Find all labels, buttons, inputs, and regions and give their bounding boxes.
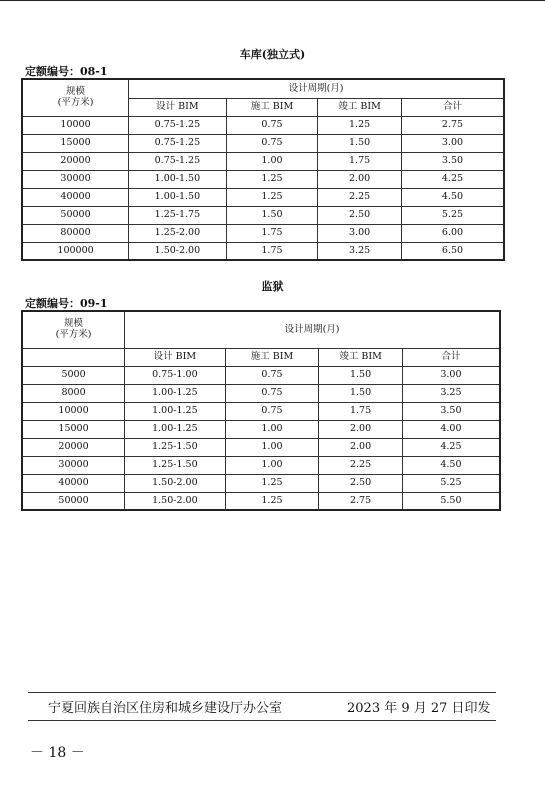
table-cell: 5.25: [401, 206, 504, 224]
table-cell: 1.25: [225, 474, 319, 492]
table-cell: 5.25: [402, 474, 500, 492]
table2-col-header: 竣工 BIM: [319, 348, 403, 366]
table-row: [22, 438, 500, 456]
table-cell: 30000: [22, 170, 129, 188]
table-row: [22, 456, 500, 474]
table-cell: 80000: [22, 224, 129, 242]
table-row: [22, 420, 500, 438]
table-cell: 4.25: [402, 438, 500, 456]
table-cell: 1.75: [226, 224, 318, 242]
footer-office: 宁夏回族自治区住房和城乡建设厅办公室: [48, 701, 283, 716]
table-cell: 1.50: [318, 134, 402, 152]
table2-col-header: 合计: [402, 348, 500, 366]
table-cell: 8000: [22, 384, 125, 402]
table-row: [22, 134, 504, 152]
table-cell: 1.00-1.25: [125, 384, 226, 402]
table-cell: 2.50: [319, 474, 403, 492]
table-cell: 2.75: [401, 116, 504, 134]
table2-period-header: 设计周期(月): [125, 311, 500, 348]
table-cell: 5.50: [402, 492, 500, 510]
table-row: [22, 116, 504, 134]
table-cell: 0.75-1.25: [129, 134, 227, 152]
table1-col-header: 竣工 BIM: [318, 98, 402, 116]
table-cell: 2.50: [318, 206, 402, 224]
table-cell: 3.25: [402, 384, 500, 402]
table-cell: 1.00: [226, 152, 318, 170]
table2-quota-number: 定额编号：09-1: [25, 297, 108, 310]
table-cell: 0.75: [226, 134, 318, 152]
footer-date: 2023 年 9 月 27 日印发: [347, 701, 491, 716]
table1-col-header: 施工 BIM: [226, 98, 318, 116]
table-row: [22, 170, 504, 188]
table-cell: 6.50: [401, 242, 504, 260]
table1-quota-number: 定额编号：08-1: [25, 65, 108, 78]
table-cell: 0.75-1.00: [125, 366, 226, 384]
footer-bottom-rule: [28, 720, 496, 721]
table-cell: 1.25-1.75: [129, 206, 227, 224]
table-cell: 15000: [22, 134, 129, 152]
table-cell: 1.00-1.50: [129, 188, 227, 206]
table-cell: 0.75: [225, 366, 319, 384]
table-cell: 0.75: [226, 116, 318, 134]
table-cell: 1.50: [319, 384, 403, 402]
table-cell: 3.00: [402, 366, 500, 384]
table-cell: 2.25: [319, 456, 403, 474]
table1-title: 车库(独立式): [239, 48, 306, 61]
table2-col-header: 设计 BIM: [125, 348, 226, 366]
table-cell: 0.75-1.25: [129, 152, 227, 170]
table-cell: 1.25-1.50: [125, 456, 226, 474]
table-cell: 4.25: [401, 170, 504, 188]
table-cell: 1.00-1.25: [125, 420, 226, 438]
table2-scale-header: [22, 311, 125, 348]
table-cell: 0.75: [225, 384, 319, 402]
table2-empty-cell: [22, 348, 125, 366]
table-cell: 1.50-2.00: [129, 242, 227, 260]
table-cell: 2.00: [319, 420, 403, 438]
table1-scale-label: 规模: [66, 86, 86, 98]
table-cell: 1.25-1.50: [125, 438, 226, 456]
table-cell: 2.25: [318, 188, 402, 206]
table-cell: 5000: [22, 366, 125, 384]
table-cell: 1.00-1.50: [129, 170, 227, 188]
table-cell: 0.75: [225, 402, 319, 420]
table-cell: 1.25-2.00: [129, 224, 227, 242]
footer-top-rule: [28, 692, 496, 693]
table-cell: 10000: [22, 402, 125, 420]
table-cell: 1.75: [318, 152, 402, 170]
table1: [21, 78, 505, 261]
top-rule: [0, 0, 545, 1]
table-cell: 40000: [22, 188, 129, 206]
table-cell: 1.00: [225, 456, 319, 474]
table-cell: 3.25: [318, 242, 402, 260]
table-cell: 1.00: [225, 420, 319, 438]
table-cell: 10000: [22, 116, 129, 134]
table-row: [22, 384, 500, 402]
table-row: [22, 206, 504, 224]
table-cell: 2.75: [319, 492, 403, 510]
table-cell: 1.25: [226, 188, 318, 206]
table-row: [22, 366, 500, 384]
table-cell: 4.50: [402, 456, 500, 474]
table-cell: 50000: [22, 492, 125, 510]
table-row: [22, 152, 504, 170]
table-cell: 1.50-2.00: [125, 474, 226, 492]
table-cell: 0.75-1.25: [129, 116, 227, 134]
table-cell: 1.00-1.25: [125, 402, 226, 420]
page-number: － 18 －: [30, 745, 85, 761]
table-cell: 100000: [22, 242, 129, 260]
table-cell: 20000: [22, 152, 129, 170]
table-row: [22, 224, 504, 242]
table-row: [22, 242, 504, 260]
table1-col-header: 合计: [401, 98, 504, 116]
table-cell: 2.00: [319, 438, 403, 456]
table-cell: 4.00: [402, 420, 500, 438]
table-cell: 1.00: [225, 438, 319, 456]
table-cell: 2.00: [318, 170, 402, 188]
table-cell: 3.50: [402, 402, 500, 420]
table-cell: 20000: [22, 438, 125, 456]
table-cell: 30000: [22, 456, 125, 474]
table-row: [22, 188, 504, 206]
table-cell: 1.50: [319, 366, 403, 384]
table-cell: 4.50: [401, 188, 504, 206]
table-cell: 1.25: [225, 492, 319, 510]
table2-scale-unit: (平方米): [55, 328, 92, 340]
table1-scale-unit: (平方米): [57, 96, 94, 108]
table-cell: 40000: [22, 474, 125, 492]
table-cell: 3.00: [318, 224, 402, 242]
table-cell: 1.50: [226, 206, 318, 224]
table2-title: 监狱: [261, 280, 284, 293]
table-cell: 1.25: [318, 116, 402, 134]
table-cell: 50000: [22, 206, 129, 224]
table-row: [22, 474, 500, 492]
table2: [21, 310, 501, 511]
table2-scale-label: 规模: [64, 318, 84, 330]
table2-col-header: 施工 BIM: [225, 348, 319, 366]
table-cell: 3.50: [401, 152, 504, 170]
table1-scale-header: [22, 79, 129, 116]
table-row: [22, 492, 500, 510]
table-cell: 3.00: [401, 134, 504, 152]
table-cell: 1.75: [319, 402, 403, 420]
table-cell: 15000: [22, 420, 125, 438]
table-row: [22, 402, 500, 420]
table-cell: 6.00: [401, 224, 504, 242]
table-cell: 1.75: [226, 242, 318, 260]
table1-col-header: 设计 BIM: [129, 98, 227, 116]
table-cell: 1.50-2.00: [125, 492, 226, 510]
table1-period-header: 设计周期(月): [129, 79, 504, 98]
table-cell: 1.25: [226, 170, 318, 188]
